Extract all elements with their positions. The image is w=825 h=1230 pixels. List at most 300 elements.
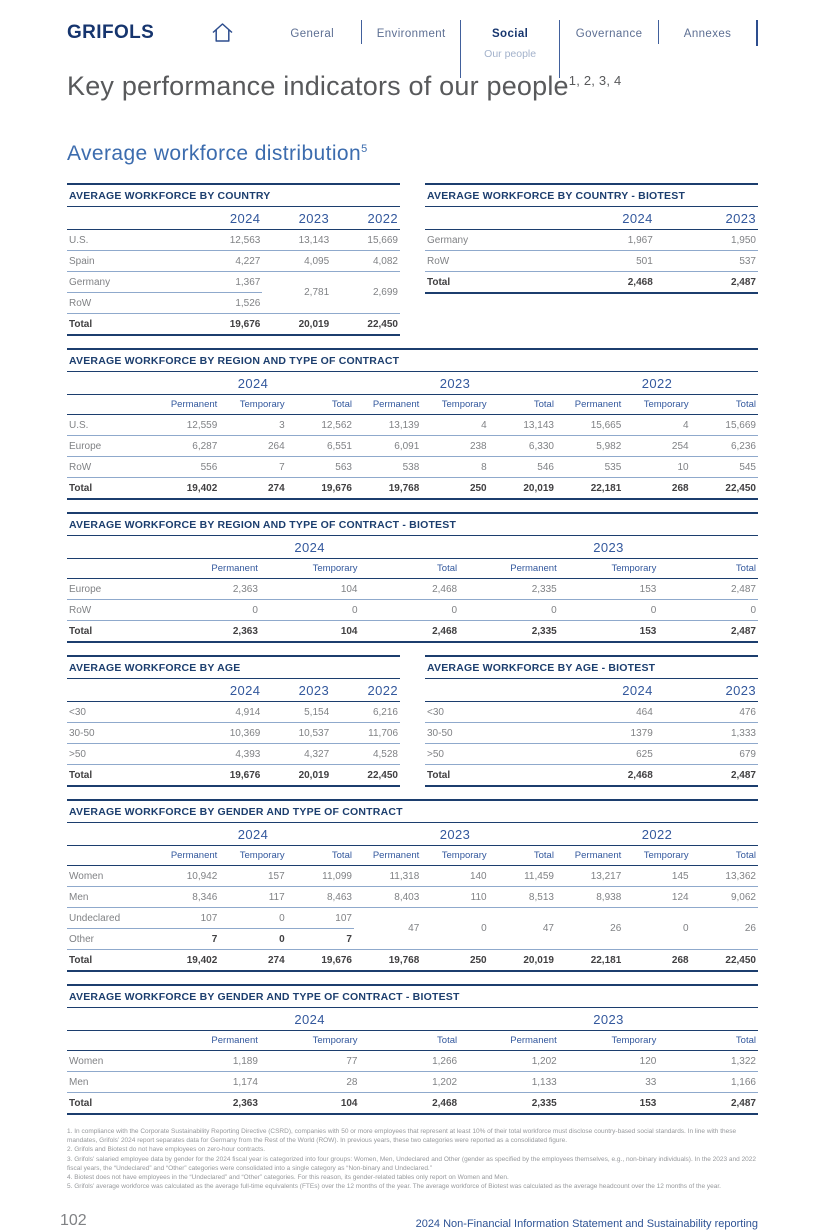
year-header-row (425, 207, 758, 230)
cell-value: 1,202 (360, 1072, 460, 1093)
cell-value: 546 (489, 457, 556, 478)
row-label: Women (67, 866, 152, 887)
cell-value: 4,227 (194, 251, 263, 272)
footer-report-title: 2024 Non-Financial Information Statement and Sustainability reporting (415, 1217, 758, 1230)
year-header (67, 823, 152, 846)
table-workforce-by-country-biotest (425, 183, 758, 294)
cell-value: 13,143 (489, 415, 556, 436)
table-title: AVERAGE WORKFORCE BY COUNTRY (67, 185, 400, 207)
column-header: Temporary (219, 395, 286, 415)
cell-value: 0 (260, 600, 360, 621)
column-header: Permanent (354, 846, 421, 866)
cell-value: 2,487 (655, 765, 758, 787)
cell-value: 0 (219, 908, 286, 929)
row-label: Germany (67, 272, 194, 293)
year-header: 2024 (152, 372, 354, 395)
year-header: 2023 (354, 372, 556, 395)
cell-value: 537 (655, 251, 758, 272)
cell-value: 4,095 (262, 251, 331, 272)
cell-value: 3 (219, 415, 286, 436)
year-header: 2022 (331, 679, 400, 702)
cell-value: 0 (658, 600, 758, 621)
cell-value: 153 (559, 1093, 659, 1115)
cell-value: 117 (219, 887, 286, 908)
column-header: Permanent (152, 395, 219, 415)
cell-value: 1,967 (552, 230, 655, 251)
year-header-row (67, 1008, 758, 1031)
column-header: Temporary (623, 395, 690, 415)
cell-value: 20,019 (489, 478, 556, 500)
year-header-row (67, 536, 758, 559)
column-header: Temporary (260, 559, 360, 579)
column-header: Total (658, 1031, 758, 1051)
column-header: Temporary (559, 1031, 659, 1051)
year-header: 2023 (262, 207, 331, 230)
cell-value: 556 (152, 457, 219, 478)
column-header: Permanent (160, 559, 260, 579)
year-header: 2023 (354, 823, 556, 846)
table-title: AVERAGE WORKFORCE BY AGE - BIOTEST (425, 657, 758, 679)
cell-value: 104 (260, 579, 360, 600)
year-header (425, 207, 552, 230)
table-row (67, 908, 758, 929)
cell-value: 13,362 (691, 866, 758, 887)
cell-value: 2,487 (655, 272, 758, 294)
cell-value: 124 (623, 887, 690, 908)
row-label: Total (67, 950, 152, 972)
cell-value: 153 (559, 621, 659, 643)
year-header: 2024 (152, 823, 354, 846)
column-header: Temporary (421, 395, 488, 415)
column-header: Permanent (152, 846, 219, 866)
column-header: Total (489, 395, 556, 415)
nav-label[interactable]: Annexes (683, 28, 732, 40)
cell-value: 254 (623, 436, 690, 457)
cell-value: 238 (421, 436, 488, 457)
table-row (67, 579, 758, 600)
cell-value: 8,938 (556, 887, 623, 908)
cell-value: 33 (559, 1072, 659, 1093)
year-header: 2024 (194, 679, 263, 702)
cell-value: 2,335 (459, 621, 559, 643)
cell-value: 5,982 (556, 436, 623, 457)
cell-value: 1,133 (459, 1072, 559, 1093)
cell-value: 2,487 (658, 621, 758, 643)
cell-value: 1,189 (160, 1051, 260, 1072)
column-header: Total (360, 1031, 460, 1051)
cell-value: 1,526 (194, 293, 263, 314)
cell-value: 11,099 (287, 866, 354, 887)
table-row (67, 600, 758, 621)
cell-value: 0 (623, 908, 690, 950)
row-label: Men (67, 887, 152, 908)
cell-value: 22,181 (556, 950, 623, 972)
top-navigation (263, 20, 758, 78)
table-row (67, 866, 758, 887)
table-workforce-by-age (67, 655, 400, 787)
column-header (67, 559, 160, 579)
year-header (67, 536, 160, 559)
year-header: 2024 (552, 679, 655, 702)
total-row (67, 621, 758, 643)
cell-value: 10,369 (194, 723, 263, 744)
column-header: Permanent (354, 395, 421, 415)
cell-value: 4 (623, 415, 690, 436)
cell-value: 1,166 (658, 1072, 758, 1093)
cell-value: 22,450 (691, 478, 758, 500)
table-workforce-by-gender-and-contract (67, 799, 758, 972)
year-header (67, 679, 194, 702)
row-label: 30-50 (425, 723, 552, 744)
row-label: U.S. (67, 230, 194, 251)
row-label: RoW (425, 251, 552, 272)
cell-value: 0 (219, 929, 286, 950)
cell-value: 2,487 (658, 579, 758, 600)
year-header: 2023 (262, 679, 331, 702)
row-label: Spain (67, 251, 194, 272)
page-title: Key performance indicators of our people$^{1, 2, 3, 4}$ (67, 71, 622, 101)
cell-value: 13,139 (354, 415, 421, 436)
table-row (425, 702, 758, 723)
cell-value: 28 (260, 1072, 360, 1093)
cell-value: 2,468 (360, 621, 460, 643)
row-label: Total (67, 314, 194, 336)
cell-value: 274 (219, 950, 286, 972)
cell-value: 1,202 (459, 1051, 559, 1072)
column-header (67, 1031, 160, 1051)
cell-value: 10 (623, 457, 690, 478)
column-header: Total (360, 559, 460, 579)
cell-value: 8,463 (287, 887, 354, 908)
cell-value: 110 (421, 887, 488, 908)
nav-sublabel-our-people[interactable]: Our people (484, 48, 537, 60)
column-header: Permanent (459, 559, 559, 579)
cell-value: 13,143 (262, 230, 331, 251)
footnote: 2. Grifols and Biotest do not have employees on zero-hour contracts. (67, 1146, 265, 1154)
cell-value: 12,562 (287, 415, 354, 436)
cell-value: 268 (623, 950, 690, 972)
column-header (67, 846, 152, 866)
nav-label[interactable]: Governance (575, 28, 643, 40)
column-header-row (67, 1031, 758, 1051)
table-row (67, 1072, 758, 1093)
cell-value: 4,327 (262, 744, 331, 765)
cell-value: 535 (556, 457, 623, 478)
cell-value: 2,363 (160, 621, 260, 643)
cell-value: 11,318 (354, 866, 421, 887)
column-header: Total (287, 846, 354, 866)
nav-item-general[interactable] (263, 20, 362, 78)
year-header: 2022 (556, 823, 758, 846)
table-row (67, 744, 400, 765)
column-header: Temporary (219, 846, 286, 866)
data-table (67, 536, 758, 643)
table-row (425, 230, 758, 251)
cell-value: 250 (421, 478, 488, 500)
year-header: 2022 (556, 372, 758, 395)
cell-value: 5,154 (262, 702, 331, 723)
cell-value: 15,669 (331, 230, 400, 251)
cell-value: 2,699 (331, 272, 400, 314)
cell-value: 19,402 (152, 950, 219, 972)
column-header: Permanent (556, 846, 623, 866)
year-header: 2023 (655, 679, 758, 702)
total-row (67, 314, 400, 336)
column-header: Permanent (160, 1031, 260, 1051)
cell-value: 26 (556, 908, 623, 950)
cell-value: 6,216 (331, 702, 400, 723)
column-header: Total (489, 846, 556, 866)
nav-label[interactable]: General (290, 28, 335, 40)
cell-value: 107 (287, 908, 354, 929)
row-label: U.S. (67, 415, 152, 436)
cell-value: 26 (691, 908, 758, 950)
row-label: Europe (67, 436, 152, 457)
year-header: 2024 (194, 207, 263, 230)
column-header (67, 395, 152, 415)
footnote: 5. Grifols’ average workforce was calculated as the average full-time equivalents (FTEs) over the 12 months of the year. The average workforce of Biotest was calculated as the average headcount over the 12 months of the year. (67, 1183, 721, 1191)
year-header-row (425, 679, 758, 702)
cell-value: 20,019 (262, 314, 331, 336)
column-header: Total (691, 395, 758, 415)
column-header: Temporary (559, 559, 659, 579)
column-header: Total (658, 559, 758, 579)
cell-value: 12,559 (152, 415, 219, 436)
cell-value: 545 (691, 457, 758, 478)
cell-value: 0 (160, 600, 260, 621)
cell-value: 2,468 (552, 272, 655, 294)
header (67, 0, 758, 58)
year-header: 2023 (459, 536, 758, 559)
total-row (425, 765, 758, 787)
row-label: Total (67, 478, 152, 500)
cell-value: 19,676 (287, 478, 354, 500)
footnote: 3. Grifols’ salaried employee data by gender for the 2024 fiscal year is categorized into four groups: Women, Men, Undeclared and Other (gender as specified by the employees themselves, e.g., non-binary individuals). In the 2023 and 2022 fiscal years, the “Undeclared” and “Other” categories were consolidated into a single category as “Non-binary and Undeclared.” (67, 1155, 757, 1172)
nav-label[interactable]: Environment (376, 28, 446, 40)
cell-value: 19,768 (354, 478, 421, 500)
total-row (425, 272, 758, 294)
cell-value: 501 (552, 251, 655, 272)
table-title: AVERAGE WORKFORCE BY REGION AND TYPE OF CONTRACT (67, 350, 758, 372)
title-footnote-refs: 1, 2, 3, 4 (568, 73, 622, 88)
cell-value: 2,363 (160, 1093, 260, 1115)
cell-value: 11,706 (331, 723, 400, 744)
total-row (67, 478, 758, 500)
cell-value: 19,676 (287, 950, 354, 972)
cell-value: 19,768 (354, 950, 421, 972)
cell-value: 7 (287, 929, 354, 950)
table-row (67, 723, 400, 744)
cell-value: 145 (623, 866, 690, 887)
row-label: Other (67, 929, 152, 950)
cell-value: 0 (459, 600, 559, 621)
table-row (67, 272, 400, 293)
cell-value: 2,335 (459, 1093, 559, 1115)
cell-value: 6,091 (354, 436, 421, 457)
cell-value: 0 (421, 908, 488, 950)
cell-value: 22,450 (331, 765, 400, 787)
page-footer (60, 1211, 758, 1230)
footnote: 1. In compliance with the Corporate Sustainability Reporting Directive (CSRD), companies with 50 or more employees that represent at least 10% of their total workforce must disclose country-based social standards. In line with these mandates, Grifols’ 2024 report separates data for Germany from the Rest of the World (ROW). In previous years, these two categories were reported as a consolidated figure. (67, 1128, 737, 1145)
table-title: AVERAGE WORKFORCE BY COUNTRY - BIOTEST (425, 185, 758, 207)
cell-value: 19,676 (194, 314, 263, 336)
cell-value: 10,537 (262, 723, 331, 744)
cell-value: 22,450 (691, 950, 758, 972)
row-label: <30 (425, 702, 552, 723)
data-table (67, 207, 400, 336)
data-table (67, 679, 400, 787)
cell-value: 538 (354, 457, 421, 478)
cell-value: 8,346 (152, 887, 219, 908)
cell-value: 104 (260, 1093, 360, 1115)
column-header: Permanent (556, 395, 623, 415)
row-label: RoW (67, 293, 194, 314)
row-label: Europe (67, 579, 160, 600)
table-row (425, 251, 758, 272)
cell-value: 464 (552, 702, 655, 723)
year-header-row (67, 207, 400, 230)
cell-value: 22,181 (556, 478, 623, 500)
column-header: Temporary (260, 1031, 360, 1051)
cell-value: 20,019 (262, 765, 331, 787)
cell-value: 8,403 (354, 887, 421, 908)
row-label: RoW (67, 600, 160, 621)
row-label: >50 (67, 744, 194, 765)
table-title: AVERAGE WORKFORCE BY GENDER AND TYPE OF CONTRACT - BIOTEST (67, 986, 758, 1008)
cell-value: 6,551 (287, 436, 354, 457)
row-label: Undeclared (67, 908, 152, 929)
cell-value: 107 (152, 908, 219, 929)
cell-value: 19,676 (194, 765, 263, 787)
cell-value: 1,266 (360, 1051, 460, 1072)
data-table (425, 679, 758, 787)
cell-value: 2,468 (360, 1093, 460, 1115)
cell-value: 4,393 (194, 744, 263, 765)
nav-divider (756, 20, 758, 46)
nav-item-governance[interactable] (560, 20, 659, 78)
cell-value: 1,322 (658, 1051, 758, 1072)
cell-value: 476 (655, 702, 758, 723)
cell-value: 20,019 (489, 950, 556, 972)
cell-value: 6,330 (489, 436, 556, 457)
data-table (67, 1008, 758, 1115)
row-label: Total (425, 765, 552, 787)
row-label: >50 (425, 744, 552, 765)
table-row (67, 702, 400, 723)
row-label: Men (67, 1072, 160, 1093)
nav-item-social[interactable] (461, 20, 560, 78)
cell-value: 7 (219, 457, 286, 478)
table-row (67, 887, 758, 908)
cell-value: 153 (559, 579, 659, 600)
page-number: 102 (60, 1211, 87, 1229)
cell-value: 1,333 (655, 723, 758, 744)
cell-value: 2,363 (160, 579, 260, 600)
cell-value: 10,942 (152, 866, 219, 887)
year-header: 2024 (160, 1008, 459, 1031)
cell-value: 250 (421, 950, 488, 972)
cell-value: 157 (219, 866, 286, 887)
table-workforce-by-region-and-contract (67, 348, 758, 500)
cell-value: 2,781 (262, 272, 331, 314)
column-header-row (67, 559, 758, 579)
cell-value: 77 (260, 1051, 360, 1072)
table-title: AVERAGE WORKFORCE BY GENDER AND TYPE OF CONTRACT (67, 801, 758, 823)
cell-value: 2,335 (459, 579, 559, 600)
year-header (425, 679, 552, 702)
cell-value: 2,468 (360, 579, 460, 600)
nav-label[interactable]: Social (491, 28, 529, 40)
cell-value: 15,665 (556, 415, 623, 436)
year-header: 2024 (552, 207, 655, 230)
table-row (67, 251, 400, 272)
total-row (67, 765, 400, 787)
cell-value: 47 (354, 908, 421, 950)
row-label: Total (425, 272, 552, 294)
cell-value: 4,528 (331, 744, 400, 765)
cell-value: 7 (152, 929, 219, 950)
column-header-row (67, 395, 758, 415)
year-header-row (67, 823, 758, 846)
table-row (425, 723, 758, 744)
cell-value: 6,287 (152, 436, 219, 457)
cell-value: 15,669 (691, 415, 758, 436)
table-row (67, 457, 758, 478)
total-row (67, 1093, 758, 1115)
year-header (67, 207, 194, 230)
table-title: AVERAGE WORKFORCE BY AGE (67, 657, 400, 679)
home-icon[interactable] (210, 21, 235, 49)
grifols-logo: GRIFOLS (67, 22, 155, 43)
cell-value: 13,217 (556, 866, 623, 887)
table-title: AVERAGE WORKFORCE BY REGION AND TYPE OF CONTRACT - BIOTEST (67, 514, 758, 536)
row-label: RoW (67, 457, 152, 478)
row-label: Total (67, 621, 160, 643)
cell-value: 140 (421, 866, 488, 887)
cell-value: 6,236 (691, 436, 758, 457)
column-header-row (67, 846, 758, 866)
nav-item-annexes[interactable] (659, 20, 758, 78)
cell-value: 9,062 (691, 887, 758, 908)
table-row (67, 415, 758, 436)
year-header: 2023 (459, 1008, 758, 1031)
row-label: <30 (67, 702, 194, 723)
year-header: 2023 (655, 207, 758, 230)
cell-value: 104 (260, 621, 360, 643)
data-table (425, 207, 758, 294)
footnotes (67, 1127, 758, 1192)
cell-value: 47 (489, 908, 556, 950)
data-table (67, 372, 758, 500)
cell-value: 264 (219, 436, 286, 457)
cell-value: 274 (219, 478, 286, 500)
cell-value: 4,914 (194, 702, 263, 723)
table-workforce-by-gender-and-contract-biotest (67, 984, 758, 1115)
cell-value: 19,402 (152, 478, 219, 500)
cell-value: 1,950 (655, 230, 758, 251)
section-title: Average workforce distribution$^5$ (67, 142, 368, 165)
cell-value: 2,468 (552, 765, 655, 787)
column-header: Permanent (459, 1031, 559, 1051)
cell-value: 1,174 (160, 1072, 260, 1093)
year-header-row (67, 372, 758, 395)
nav-item-environment[interactable] (362, 20, 461, 78)
row-label: Germany (425, 230, 552, 251)
cell-value: 1379 (552, 723, 655, 744)
section-footnote-ref: 5 (361, 143, 368, 155)
cell-value: 268 (623, 478, 690, 500)
table-workforce-by-age-biotest (425, 655, 758, 787)
